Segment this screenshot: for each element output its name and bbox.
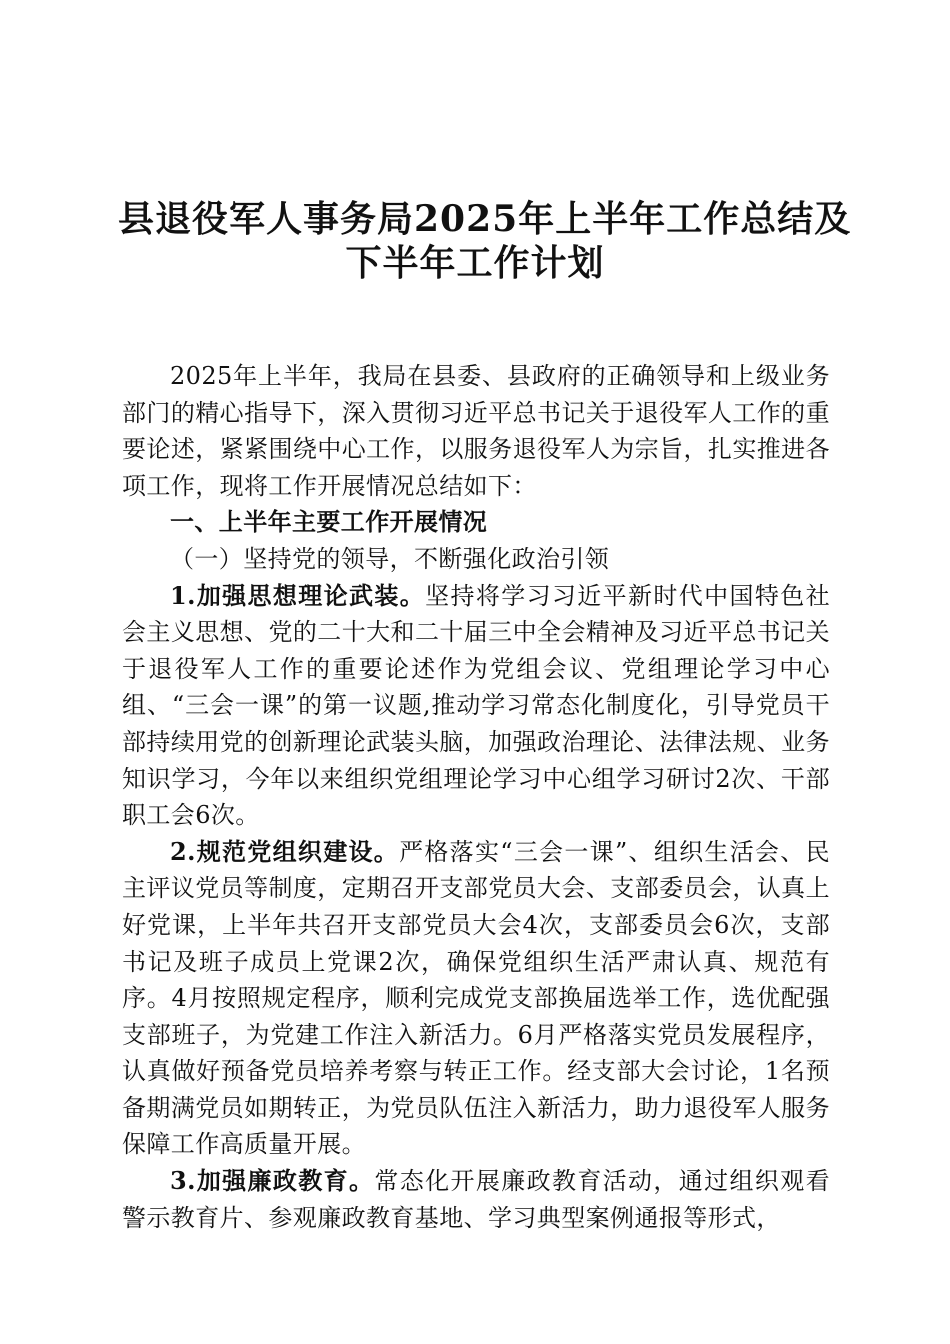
section-heading: 一、上半年主要工作开展情况 bbox=[170, 508, 488, 537]
document-title-line-1: 县退役军人事务局2025年上半年工作总结及 bbox=[118, 198, 852, 240]
document-body bbox=[122, 358, 830, 1236]
item-lead: 3.加强廉政教育。 bbox=[170, 1166, 375, 1196]
document-title-line-2: 下半年工作计划 bbox=[345, 242, 605, 284]
intro-paragraph: 2025年上半年，我局在县委、县政府的正确领导和上级业务部门的精心指导下，深入贯彻习近平总书记关于退役军人工作的重要论述，紧紧围绕中心工作，以服务退役军人为宗旨，扎实推进各项工作，现将工作开展情况总结如下： bbox=[122, 362, 830, 500]
item-paragraph-1 bbox=[122, 578, 830, 834]
item-paragraph-3 bbox=[122, 1163, 830, 1236]
item-text: 严格落实“三会一课”、组织生活会、民主评议党员等制度，定期召开支部党员大会、支部委员会，认真上好党课，上半年共召开支部党员大会4次，支部委员会6次，支部书记及班子成员上党课2次，确保党组织生活严肃认真、规范有序。4月按照规定程序，顺利完成党支部换届选举工作，选优配强支部班子，为党建工作注入新活力。6月严格落实党员发展程序，认真做好预备党员培养考察与转正工作。经支部大会讨论，1名预备期满党员如期转正，为党员队伍注入新活力，助力退役军人服务保障工作高质量开展。 bbox=[122, 837, 830, 1159]
item-paragraph-2 bbox=[122, 834, 830, 1163]
subsection-heading: （一）坚持党的领导，不断强化政治引领 bbox=[170, 544, 610, 573]
item-text: 坚持将学习习近平新时代中国特色社会主义思想、党的二十大和二十届三中全会精神及习近平总书记关于退役军人工作的重要论述作为党组会议、党组理论学习中心组、“三会一课”的第一议题,推动学习常态化制度化，引导党员干部持续用党的创新理论武装头脑，加强政治理论、法律法规、业务知识学习，今年以来组织党组理论学习中心组学习研讨2次、干部职工会6次。 bbox=[122, 581, 830, 830]
item-text: 常态化开展廉政教育活动，通过组织观看警示教育片、参观廉政教育基地、学习典型案例通报等形式， bbox=[122, 1167, 831, 1232]
item-lead: 2.规范党组织建设。 bbox=[170, 836, 400, 866]
item-lead: 1.加强思想理论武装。 bbox=[170, 580, 426, 610]
